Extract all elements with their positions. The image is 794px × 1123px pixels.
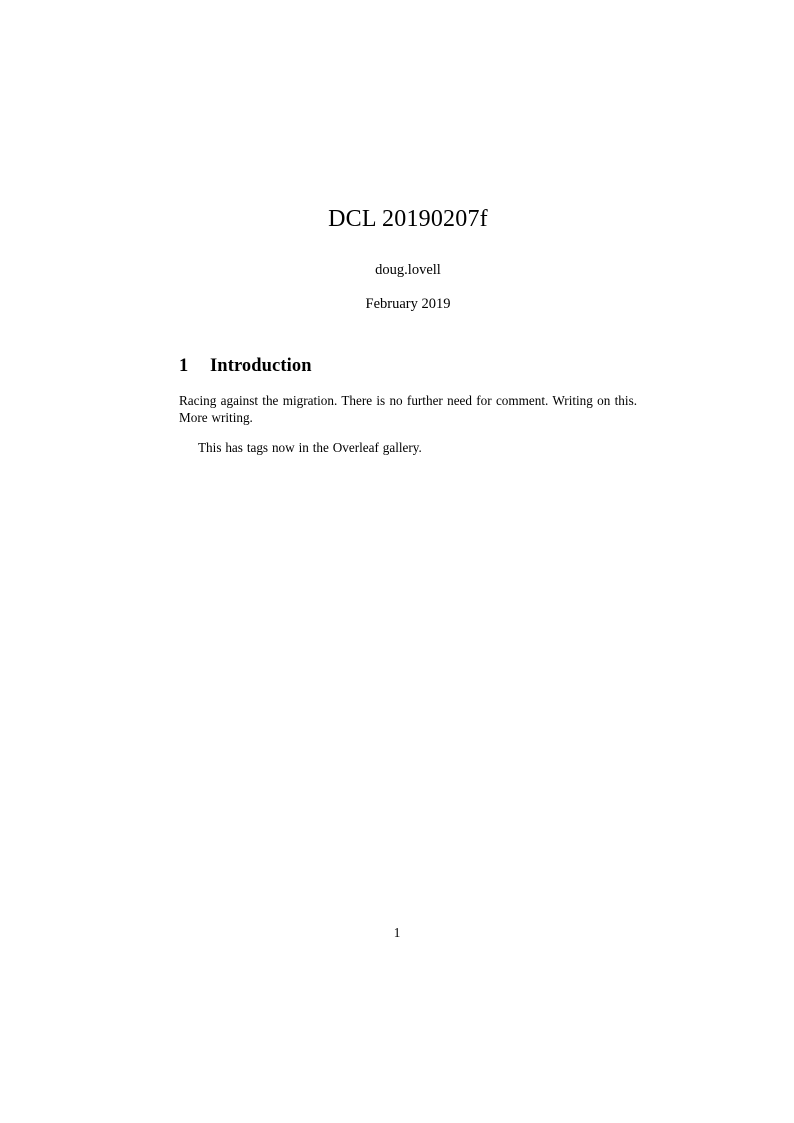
document-author: doug.lovell xyxy=(375,261,441,278)
page-title: DCL 20190207f xyxy=(328,206,488,232)
section-heading-introduction xyxy=(179,356,637,377)
page-number: 1 xyxy=(393,925,401,940)
document-date: February 2019 xyxy=(365,296,451,313)
paragraph: Racing against the migration. There is no further need for comment. Writing on this. More writing. xyxy=(179,392,637,425)
paragraph: This has tags now in the Overleaf gallery. xyxy=(198,439,422,455)
document-body xyxy=(179,205,637,469)
section-number: 1 xyxy=(179,355,189,376)
section-title: Introduction xyxy=(210,355,312,376)
